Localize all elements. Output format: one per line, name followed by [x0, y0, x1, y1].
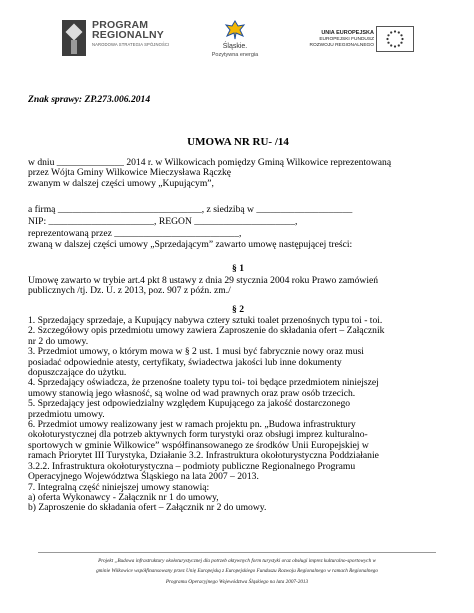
section-1-line: publicznych /tj. Dz. U. z 2013, poz. 907 z późn. zm./ [28, 285, 231, 297]
section-2-line: przedmiotu umowy. [28, 408, 105, 420]
seller-line: NIP: ______________________, REGON _____________________, [28, 215, 298, 227]
eu-logo-line2: EUROPEJSKI FUNDUSZ [319, 37, 374, 42]
section-2-line: a) oferta Wykonawcy - Załącznik nr 1 do umowy, [28, 491, 219, 503]
footer-divider [38, 552, 436, 553]
footer-line: Programu Operacyjnego Województwa Śląskiego na lata 2007-2013 [165, 578, 309, 585]
section-2-line: nr 2 do umowy. [28, 335, 89, 347]
section-1-line: Umowę zawarto w trybie art.4 pkt 8 ustawy z dnia 29 stycznia 2004 roku Prawo zamówień [28, 275, 379, 286]
seller-line: zwaną w dalszej części umowy „Sprzedającym” zawarto umowę następującej treści: [28, 239, 353, 251]
seller-line: reprezentowaną przez __________________________, [28, 227, 242, 239]
section-2-line: okołoturystycznej dla potrzeb aktywnych form turystyki oraz obsługi imprez kulturalno- [28, 429, 368, 441]
footer-line: Projekt „Budowa infrastruktury okołoturystycznej dla potrzeb aktywnych form turystyki oraz obsługi imprez kulturalno-sportowych w [98, 558, 376, 564]
silesia-logo [198, 18, 268, 68]
section-2-line: posiadać odpowiednie atesty, certyfikaty, świadectwa jakości lub inne dokumenty [28, 356, 342, 368]
section-2-body [28, 316, 448, 514]
section-2-line: b) Zaproszenie do składania ofert – Załącznik nr 2 do umowy. [28, 502, 267, 514]
case-number: Znak sprawy: ZP.273.006.2014 [28, 94, 151, 105]
section-2-line: dopuszczające do użytku. [28, 367, 127, 379]
eu-flag-icon [376, 26, 414, 52]
section-2-line: 7. Integralną część niniejszej umowy stanowią: [28, 481, 210, 493]
intro-line: w dniu ______________ 2014 r. w Wilkowicach pomiędzy Gminą Wilkowice reprezentowaną [28, 157, 392, 168]
section-2-line: 6. Przedmiot umowy realizowany jest w ramach projektu pn. „Budowa infrastruktury [28, 419, 356, 431]
section-2-line: 5. Sprzedający jest odpowiedzialny względem Kupującego za jakość dostarczonego [28, 398, 351, 410]
intro-line: przez Wójta Gminy Wilkowice Mieczysława Rączkę [28, 167, 232, 179]
intro-paragraph [28, 158, 448, 189]
footer [40, 556, 434, 587]
eu-logo-line3: ROZWOJU REGIONALNEGO [309, 43, 374, 48]
section-2-line: 2. Szczegółowy opis przedmiotu umowy zawiera Zaproszenie do składania ofert – Załącznik [28, 325, 385, 337]
silesia-logo-tagline: Pozytywna energia [211, 52, 259, 58]
section-2-line: Operacyjnego Województwa Śląskiego na lata 2007 – 2013. [28, 471, 259, 483]
section-2-line: 4. Sprzedający oświadcza, że przenośne toalety typu toi- toi będące przedmiotem niniejszej [28, 377, 379, 389]
section-1-heading: § 1 [232, 263, 244, 274]
program-logo-line2: REGIONALNY [92, 29, 165, 41]
program-regionalny-logo [62, 18, 174, 64]
eu-logo-line1: UNIA EUROPEJSKA [321, 30, 374, 36]
silesia-eagle-icon [224, 20, 246, 40]
silesia-logo-name: Śląskie. [222, 43, 248, 50]
section-2-line: 1. Sprzedający sprzedaje, a Kupujący nabywa cztery sztuki toalet przenośnych typu toi - toi. [28, 315, 383, 326]
intro-line: zwanym w dalszej części umowy „Kupującym”, [28, 177, 214, 189]
program-logo-line1: PROGRAM [92, 19, 149, 31]
program-emblem-icon [62, 20, 86, 56]
seller-paragraph [28, 204, 448, 251]
contract-title: UMOWA NR RU- /14 [187, 136, 289, 148]
header-logos [62, 18, 412, 68]
program-logo-subtitle: NARODOWA STRATEGIA SPÓJNOŚCI [92, 42, 170, 47]
section-2-heading: § 2 [232, 304, 244, 315]
seller-line: a firmą ______________________________, z siedzibą w ____________________ [28, 204, 353, 215]
section-2-line: 3. Przedmiot umowy, o którym mowa w § 2 ust. 1 musi być fabrycznie nowy oraz musi [28, 346, 364, 358]
section-1-body [28, 276, 448, 297]
section-2-line: ramach Priorytet III Turystyka, Działanie 3.2. Infrastruktura okołoturystyczna Poddziałanie [28, 450, 379, 462]
footer-line: gminie Wilkowice współfinansowany przez Unię Europejską z Europejskiego Funduszu Rozwoju Regionalnego w ramach Regionalnego [96, 568, 378, 575]
section-2-line: sportowych w gminie Wilkowice” współfinansowanego ze środków Unii Europejskiej w [28, 439, 369, 451]
eu-logo-text [292, 30, 374, 49]
section-2-line: umowy stanowią jego własność, są wolne od wad prawnych oraz praw osób trzecich. [28, 387, 356, 399]
section-2-line: 3.2.2. Infrastruktura okołoturystyczna – podmioty publiczne Regionalnego Programu [28, 460, 356, 472]
